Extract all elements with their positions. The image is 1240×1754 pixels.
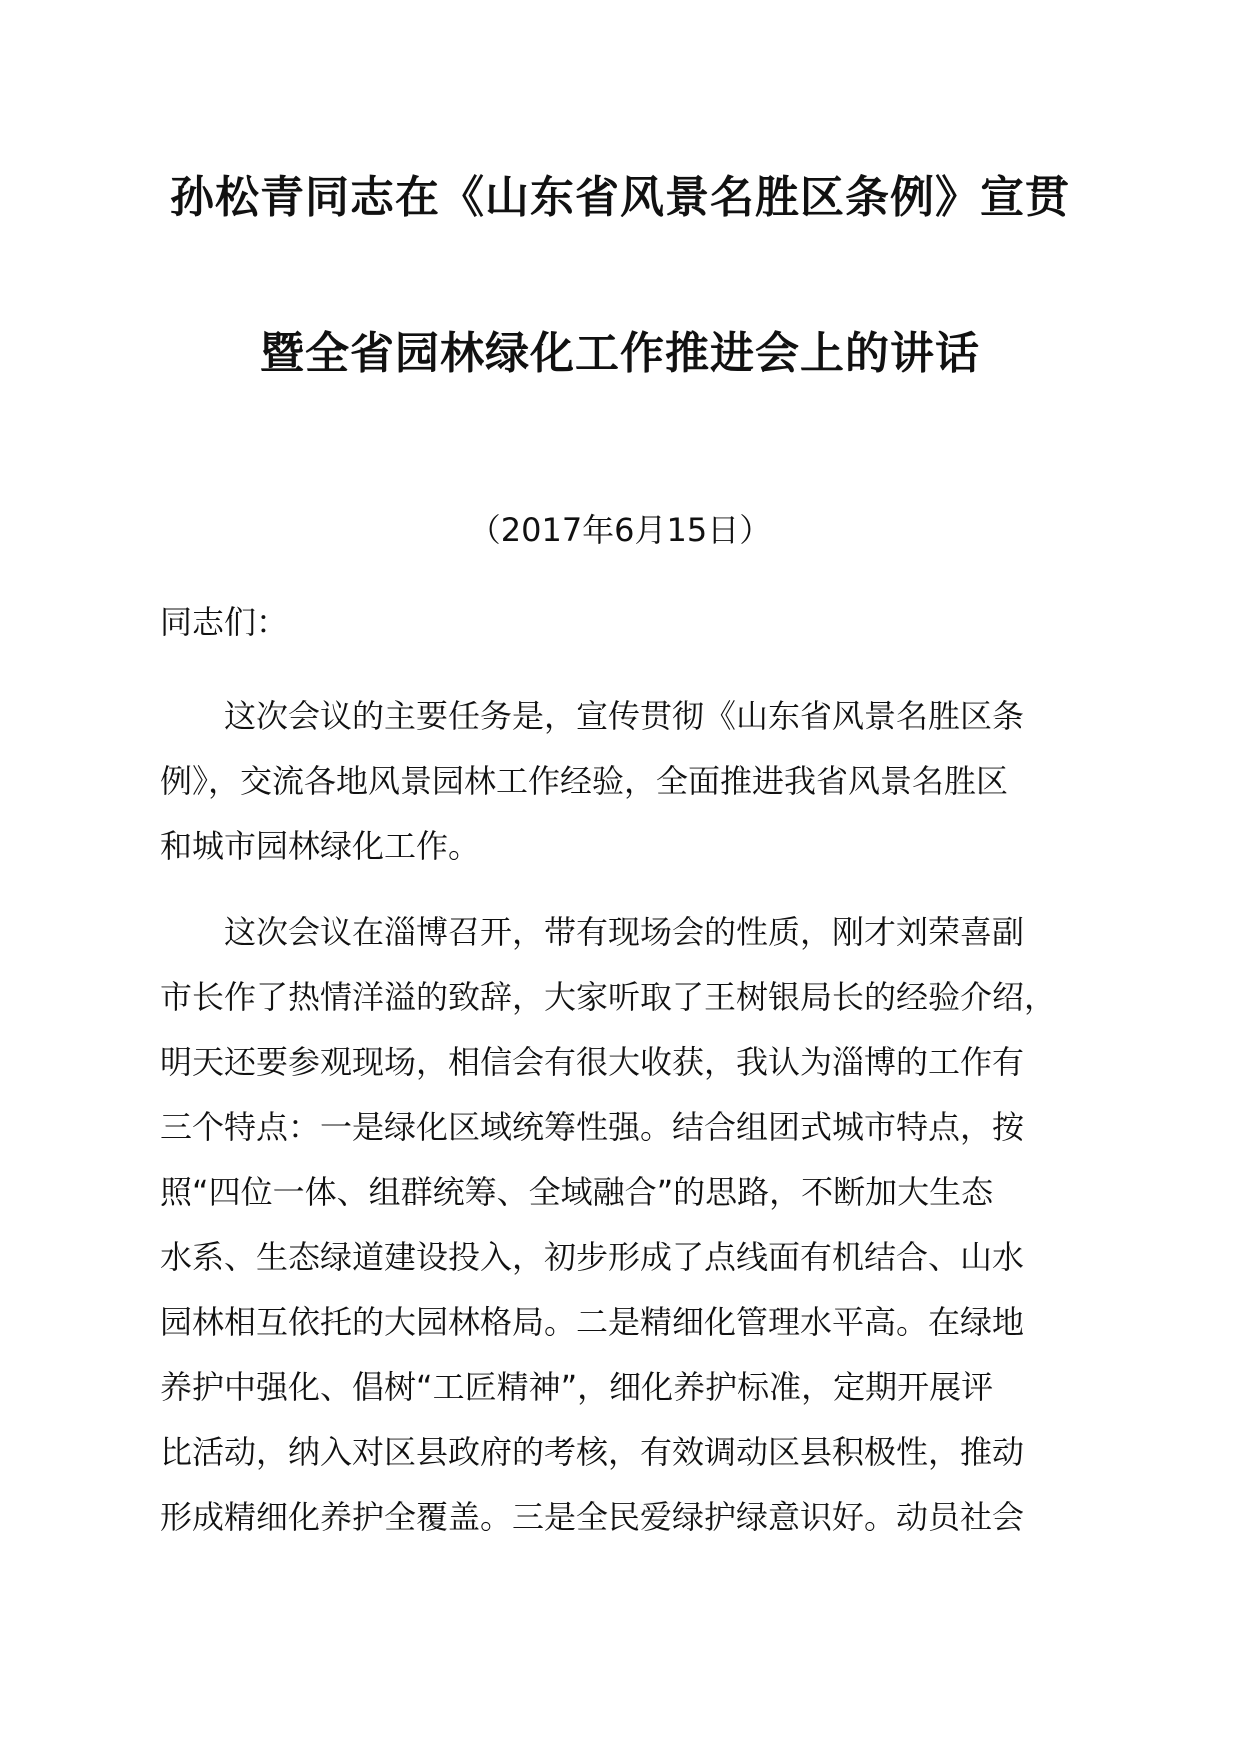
- paragraph-line: 园林相互依托的大园林格局。二是精细化管理水平高。在绿地: [160, 1303, 1025, 1341]
- speech-date: （2017年6月15日）: [468, 511, 772, 549]
- paragraph-line: 和城市园林绿化工作。: [160, 827, 481, 865]
- paragraph-line: 三个特点：一是绿化区域统筹性强。结合组团式城市特点，按: [160, 1108, 1025, 1146]
- paragraph-line: 这次会议的主要任务是，宣传贯彻《山东省风景名胜区条: [224, 697, 1025, 735]
- paragraph-line: 比活动，纳入对区县政府的考核，有效调动区县积极性，推动: [160, 1433, 1025, 1471]
- paragraph-line: 照“四位一体、组群统筹、全域融合”的思路，不断加大生态: [160, 1173, 994, 1211]
- paragraph-line: 明天还要参观现场，相信会有很大收获，我认为淄博的工作有: [160, 1043, 1025, 1081]
- paragraph-line: 例》，交流各地风景园林工作经验，全面推进我省风景名胜区: [160, 762, 1009, 800]
- paragraph-line: 市长作了热情洋溢的致辞，大家听取了王树银局长的经验介绍，: [160, 978, 1057, 1016]
- paragraph-1: [160, 684, 1120, 879]
- paragraph-line: 形成精细化养护全覆盖。三是全民爱绿护绿意识好。动员社会: [160, 1498, 1025, 1536]
- paragraph-line: 这次会议在淄博召开，带有现场会的性质，刚才刘荣喜副: [224, 913, 1025, 951]
- paragraph-line: 养护中强化、倡树“工匠精神”，细化养护标准，定期开展评: [160, 1368, 994, 1406]
- paragraph-2: [160, 900, 1120, 1550]
- document-title-line-2: 暨全省园林绿化工作推进会上的讲话: [260, 328, 980, 379]
- document-title-line-1: 孙松青同志在《山东省风景名胜区条例》宣贯: [170, 172, 1070, 223]
- salutation: 同志们：: [160, 603, 289, 641]
- paragraph-line: 水系、生态绿道建设投入，初步形成了点线面有机结合、山水: [160, 1238, 1025, 1276]
